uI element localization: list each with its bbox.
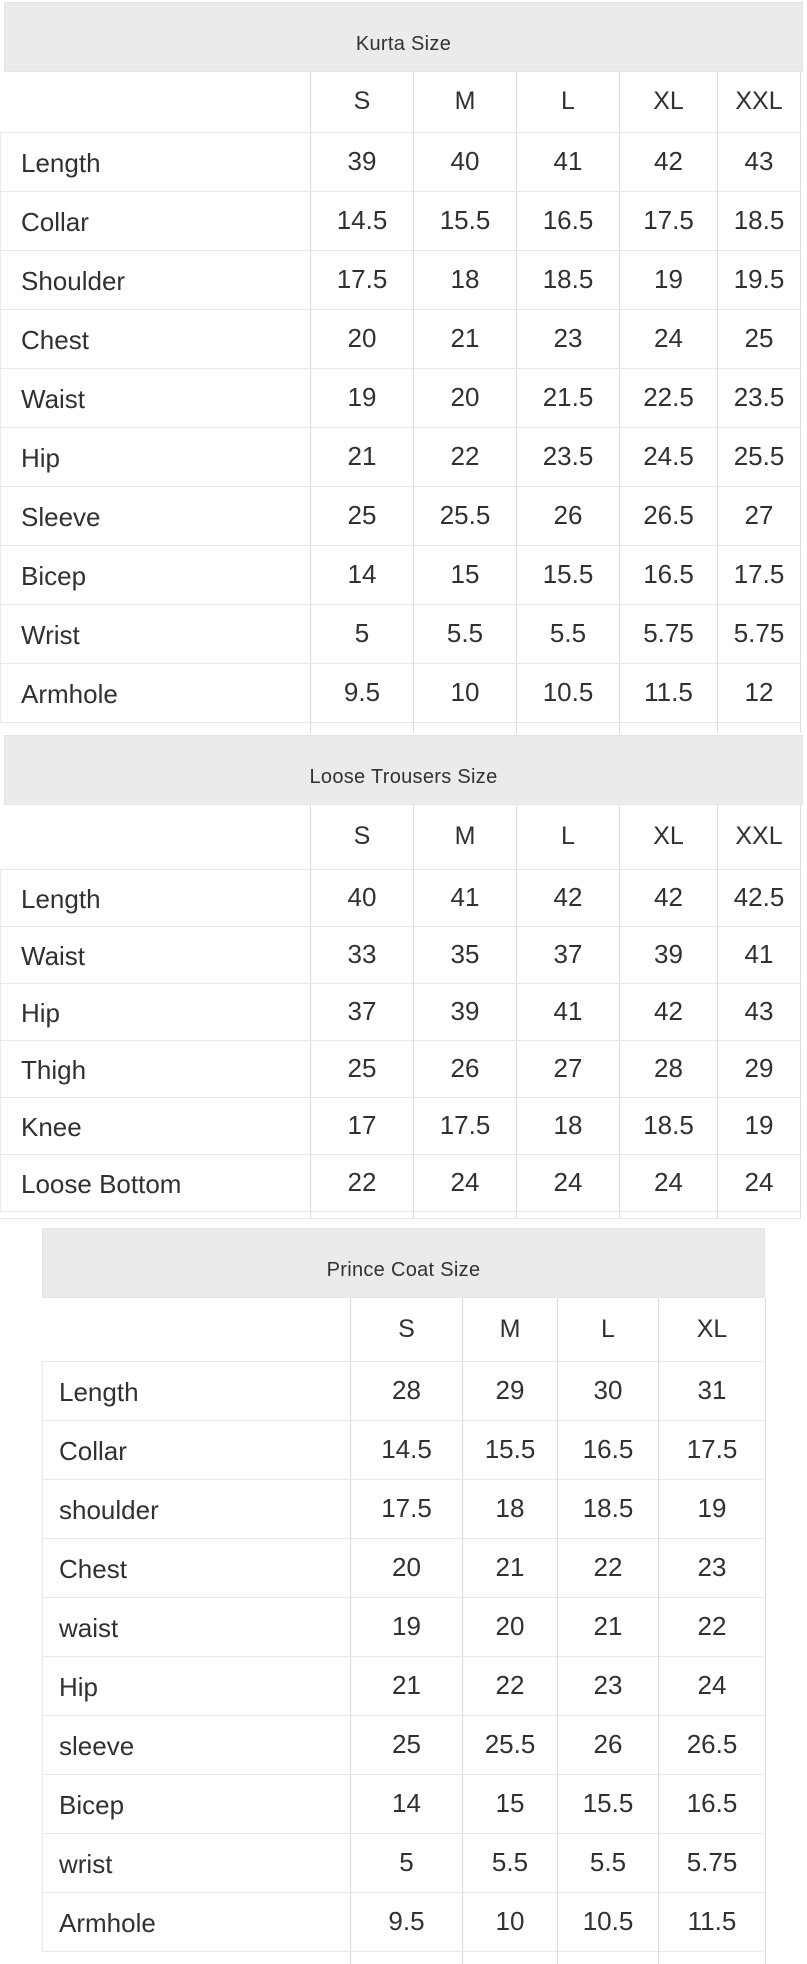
clipped-cell [517,1211,620,1218]
size-value: 22.5 [620,368,718,427]
size-value: 24 [414,1154,517,1211]
size-value: 20 [414,368,517,427]
row-label: Hip [1,983,311,1040]
size-value: 24 [620,1154,718,1211]
size-value: 23 [517,309,620,368]
size-value: 39 [414,983,517,1040]
clipped-cell [558,1951,659,1964]
table-row [1,869,801,926]
size-value: 22 [463,1656,558,1715]
row-label: Loose Bottom [1,1154,311,1211]
size-value: 23 [659,1538,766,1597]
size-value: 31 [659,1361,766,1420]
size-value: 5 [351,1833,463,1892]
corner-cell [1,805,311,869]
size-value: 26.5 [659,1715,766,1774]
table-row [1,191,801,250]
size-value: 23.5 [718,368,801,427]
table-title-band [4,2,803,72]
table-row [1,983,801,1040]
size-value: 41 [517,983,620,1040]
size-value: 27 [718,486,801,545]
column-header-l: L [517,72,620,132]
size-value: 10.5 [558,1892,659,1951]
clipped-row [1,1211,801,1218]
size-value: 26 [414,1040,517,1097]
table-row [1,1097,801,1154]
size-value: 11.5 [620,663,718,722]
clipped-cell [620,1211,718,1218]
size-value: 39 [620,926,718,983]
size-value: 42 [620,983,718,1040]
size-value: 33 [311,926,414,983]
clipped-cell [620,722,718,733]
size-value: 15.5 [558,1774,659,1833]
table-row [43,1833,766,1892]
row-label: Collar [43,1420,351,1479]
size-value: 22 [311,1154,414,1211]
size-value: 17.5 [718,545,801,604]
table-row [1,545,801,604]
row-label: Thigh [1,1040,311,1097]
size-value: 10 [414,663,517,722]
size-value: 5.5 [463,1833,558,1892]
row-label: Length [1,869,311,926]
size-value: 20 [311,309,414,368]
column-header-m: M [414,72,517,132]
row-label: Knee [1,1097,311,1154]
column-header-l: L [517,805,620,869]
clipped-row [1,722,801,733]
table-title-band [42,1228,765,1298]
size-value: 20 [463,1597,558,1656]
table-row [43,1892,766,1951]
size-value: 11.5 [659,1892,766,1951]
size-value: 24 [620,309,718,368]
size-value: 23.5 [517,427,620,486]
size-value: 10 [463,1892,558,1951]
row-label: wrist [43,1833,351,1892]
size-value: 18.5 [517,250,620,309]
size-value: 37 [311,983,414,1040]
size-value: 20 [351,1538,463,1597]
size-value: 15.5 [517,545,620,604]
size-value: 21 [558,1597,659,1656]
size-value: 35 [414,926,517,983]
size-value: 24 [659,1656,766,1715]
size-value: 14.5 [311,191,414,250]
column-header-xl: XL [620,805,718,869]
size-value: 26 [558,1715,659,1774]
row-label: Chest [43,1538,351,1597]
size-value: 17 [311,1097,414,1154]
size-value: 14 [351,1774,463,1833]
table-row [1,663,801,722]
size-grid-prince-coat [42,1298,766,1964]
size-value: 25 [718,309,801,368]
size-value: 23 [558,1656,659,1715]
size-value: 5.5 [558,1833,659,1892]
column-header-xl: XL [620,72,718,132]
clipped-row [43,1951,766,1964]
size-value: 5 [311,604,414,663]
size-value: 21 [351,1656,463,1715]
size-value: 29 [718,1040,801,1097]
size-value: 17.5 [351,1479,463,1538]
size-value: 21.5 [517,368,620,427]
clipped-cell [1,722,311,733]
size-value: 42 [517,869,620,926]
size-value: 30 [558,1361,659,1420]
size-value: 26.5 [620,486,718,545]
clipped-cell [718,1211,801,1218]
size-value: 22 [558,1538,659,1597]
clipped-cell [1,1211,311,1218]
column-header-l: L [558,1298,659,1361]
size-value: 25.5 [463,1715,558,1774]
clipped-cell [414,722,517,733]
row-label: Collar [1,191,311,250]
size-value: 18.5 [620,1097,718,1154]
table-row [1,486,801,545]
size-value: 10.5 [517,663,620,722]
column-header-m: M [463,1298,558,1361]
size-value: 5.5 [414,604,517,663]
size-value: 19 [659,1479,766,1538]
table-row [43,1538,766,1597]
row-label: shoulder [43,1479,351,1538]
size-value: 9.5 [351,1892,463,1951]
clipped-cell [517,722,620,733]
size-value: 16.5 [517,191,620,250]
size-value: 24 [517,1154,620,1211]
size-value: 19 [351,1597,463,1656]
size-value: 40 [414,132,517,191]
table-row [43,1479,766,1538]
table-title-band [4,735,803,805]
row-label: Bicep [1,545,311,604]
row-label: Hip [43,1656,351,1715]
size-value: 9.5 [311,663,414,722]
size-value: 17.5 [659,1420,766,1479]
size-value: 25.5 [414,486,517,545]
size-value: 21 [414,309,517,368]
size-value: 18.5 [718,191,801,250]
size-value: 42 [620,869,718,926]
row-label: Chest [1,309,311,368]
column-header-xxl: XXL [718,805,801,869]
size-grid-kurta [0,72,801,733]
size-value: 26 [517,486,620,545]
size-value: 39 [311,132,414,191]
size-value: 15 [414,545,517,604]
table-row [43,1597,766,1656]
size-value: 22 [414,427,517,486]
size-value: 42 [620,132,718,191]
size-value: 18 [463,1479,558,1538]
size-value: 17.5 [414,1097,517,1154]
size-value: 41 [414,869,517,926]
table-row [43,1420,766,1479]
size-value: 17.5 [620,191,718,250]
size-value: 15.5 [463,1420,558,1479]
table-row [1,1040,801,1097]
column-header-s: S [351,1298,463,1361]
size-value: 18 [517,1097,620,1154]
clipped-cell [414,1211,517,1218]
clipped-cell [43,1951,351,1964]
size-value: 16.5 [558,1420,659,1479]
size-value: 19 [620,250,718,309]
row-label: Wrist [1,604,311,663]
size-value: 28 [620,1040,718,1097]
size-value: 19.5 [718,250,801,309]
column-header-m: M [414,805,517,869]
row-label: Length [1,132,311,191]
size-value: 41 [718,926,801,983]
size-value: 25 [351,1715,463,1774]
table-row [1,309,801,368]
size-value: 28 [351,1361,463,1420]
size-value: 22 [659,1597,766,1656]
size-grid-loose-trousers [0,805,801,1219]
table-title: Loose Trousers Size [309,766,498,788]
column-header-s: S [311,805,414,869]
size-value: 19 [718,1097,801,1154]
size-value: 24.5 [620,427,718,486]
size-value: 18 [414,250,517,309]
size-value: 17.5 [311,250,414,309]
row-label: Waist [1,926,311,983]
column-header-xl: XL [659,1298,766,1361]
size-value: 41 [517,132,620,191]
row-label: Armhole [43,1892,351,1951]
table-title: Prince Coat Size [326,1259,481,1281]
size-value: 5.75 [620,604,718,663]
size-value: 42.5 [718,869,801,926]
table-row [1,604,801,663]
table-row [1,250,801,309]
size-value: 29 [463,1361,558,1420]
size-value: 12 [718,663,801,722]
row-label: sleeve [43,1715,351,1774]
size-value: 43 [718,983,801,1040]
clipped-cell [351,1951,463,1964]
size-value: 25.5 [718,427,801,486]
size-value: 25 [311,1040,414,1097]
row-label: Length [43,1361,351,1420]
size-value: 5.75 [718,604,801,663]
corner-cell [43,1298,351,1361]
column-header-s: S [311,72,414,132]
row-label: Armhole [1,663,311,722]
clipped-cell [659,1951,766,1964]
size-value: 15.5 [414,191,517,250]
size-value: 21 [311,427,414,486]
size-value: 16.5 [659,1774,766,1833]
corner-cell [1,72,311,132]
row-label: Waist [1,368,311,427]
table-row [43,1715,766,1774]
clipped-cell [463,1951,558,1964]
table-row [1,368,801,427]
row-label: Shoulder [1,250,311,309]
column-header-xxl: XXL [718,72,801,132]
size-value: 19 [311,368,414,427]
size-value: 24 [718,1154,801,1211]
row-label: Sleeve [1,486,311,545]
size-value: 14 [311,545,414,604]
table-row [43,1361,766,1420]
row-label: waist [43,1597,351,1656]
size-value: 14.5 [351,1420,463,1479]
row-label: Hip [1,427,311,486]
size-value: 27 [517,1040,620,1097]
table-title: Kurta Size [355,33,452,55]
row-label: Bicep [43,1774,351,1833]
size-value: 43 [718,132,801,191]
size-value: 37 [517,926,620,983]
clipped-cell [311,722,414,733]
size-value: 40 [311,869,414,926]
table-row [1,427,801,486]
size-value: 21 [463,1538,558,1597]
size-value: 25 [311,486,414,545]
size-value: 15 [463,1774,558,1833]
table-row [1,1154,801,1211]
size-value: 16.5 [620,545,718,604]
table-row [43,1774,766,1833]
table-row [1,926,801,983]
size-value: 5.5 [517,604,620,663]
table-row [43,1656,766,1715]
size-value: 5.75 [659,1833,766,1892]
table-row [1,132,801,191]
size-value: 18.5 [558,1479,659,1538]
clipped-cell [311,1211,414,1218]
clipped-cell [718,722,801,733]
